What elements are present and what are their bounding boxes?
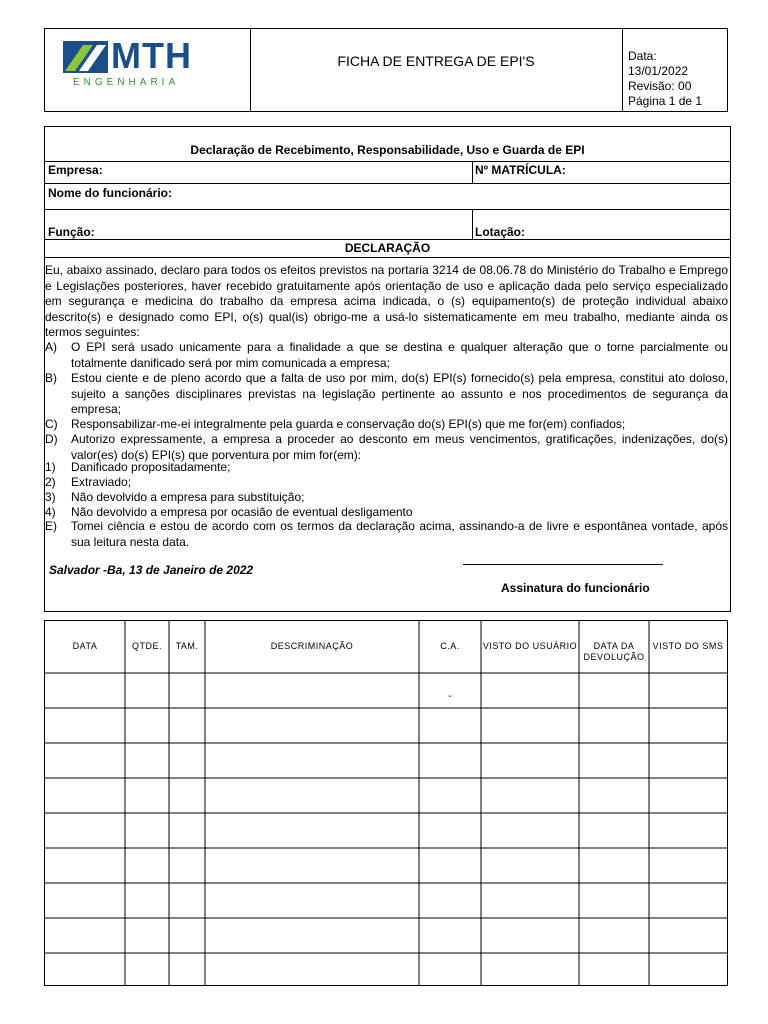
declaration-section-title: DECLARAÇÃO <box>344 241 431 255</box>
revision: Revisão: 00 <box>628 79 692 93</box>
table-column-header: C.A. <box>440 641 460 651</box>
document-header <box>44 28 728 112</box>
table-column-header: TAM. <box>175 641 199 651</box>
logo-cell <box>45 29 251 111</box>
declaration-intro: Eu, abaixo assinado, declaro para todos os efeitos previstos na portaria 3214 de 08.06.78 do Ministério do Trabalho e Emprego e Legislações posteriores, haver recebido gratuitamente após orientação de uso e aplicação dada pelo serviço especializado em segurança e medicina do trabalho da empresa acima indicada, o (s) equipamento(s) de proteção individual abaixo descrito(s) e designado como EPI, o(s) qual(is) obrigo-me a usá-lo sistematicamente em meu trabalho, mediante ainda os termos seguintes: <box>45 263 728 339</box>
term-item: 2) Extraviado; <box>45 475 132 489</box>
term-item: B) Estou ciente e de pleno acordo que a falta de uso por mim, do(s) EPI(s) fornecido(s) pela empresa, constitui ato doloso, sujeito a sanções disciplinares previstas na legislação pertinente ao assunto e nos procedimentos de segurança da empresa; <box>45 371 728 416</box>
title-cell <box>250 29 623 111</box>
signature-line <box>463 564 663 565</box>
table-column-header: DATA <box>72 641 98 651</box>
term-item: D) Autorizo expressamente, a empresa a proceder ao desconto em meus vencimentos, gratificações, indenizações, do(s) valor(es) do(s) EPI(s) que porventura por mim for(em): <box>45 432 728 462</box>
registration-label: Nº MATRÍCULA: <box>475 163 566 177</box>
function-label: Função: <box>48 225 95 239</box>
term-item: E) Tomei ciência e estou de acordo com os termos da declaração acima, assinando-a de livre e espontânea vontade, após sua leitura nesta data. <box>45 519 728 549</box>
signature-label: Assinatura do funcionário <box>501 581 650 595</box>
term-item: 4) Não devolvido a empresa por ocasião de eventual desligamento <box>45 505 413 519</box>
company-logo-icon <box>63 41 108 73</box>
company-label: Empresa: <box>48 163 103 177</box>
place-and-date: Salvador -Ba, 13 de Janeiro de 2022 <box>49 563 254 577</box>
term-item: 1) Danificado propositadamente; <box>45 460 231 474</box>
table-column-header: VISTO DO SMS <box>652 641 724 651</box>
declaration-box <box>44 126 731 612</box>
term-item: 3) Não devolvido a empresa para substituição; <box>45 490 305 504</box>
date-label: Data: <box>628 49 657 63</box>
logo-text: MTH <box>111 35 192 76</box>
table-grid <box>45 621 727 985</box>
location-label: Lotação: <box>475 225 526 239</box>
term-item: A) O EPI será usado unicamente para a finalidade a que se destina e qualquer alteração que o torne parcialmente ou totalmente danificado será por mim comunicada a empresa; <box>45 340 728 370</box>
date-value: 13/01/2022 <box>628 64 689 78</box>
table-column-header: DESCRIMINAÇÃO <box>270 641 354 651</box>
table-column-header: QTDE. <box>131 641 162 651</box>
declaration-title: Declaração de Recebimento, Responsabilidade, Uso e Guarda de EPI <box>190 143 585 157</box>
table-column-header: VISTO DO USUÁRIO <box>482 641 578 651</box>
epi-table <box>44 620 728 986</box>
employee-name-label: Nome do funcionário: <box>48 186 172 200</box>
logo-subtitle: ENGENHARIA <box>73 77 180 88</box>
term-item: C) Responsabilizar-me-ei integralmente pela guarda e conservação do(s) EPI(s) que me for(em) confiados; <box>45 417 626 431</box>
table-column-header: DATA DA DEVOLUÇÃO <box>583 641 645 662</box>
page-number: Página 1 de 1 <box>628 94 703 108</box>
table-cell-ca: - <box>448 691 452 702</box>
meta-cell <box>622 29 727 111</box>
document-title: FICHA DE ENTREGA DE EPI'S <box>337 53 535 69</box>
